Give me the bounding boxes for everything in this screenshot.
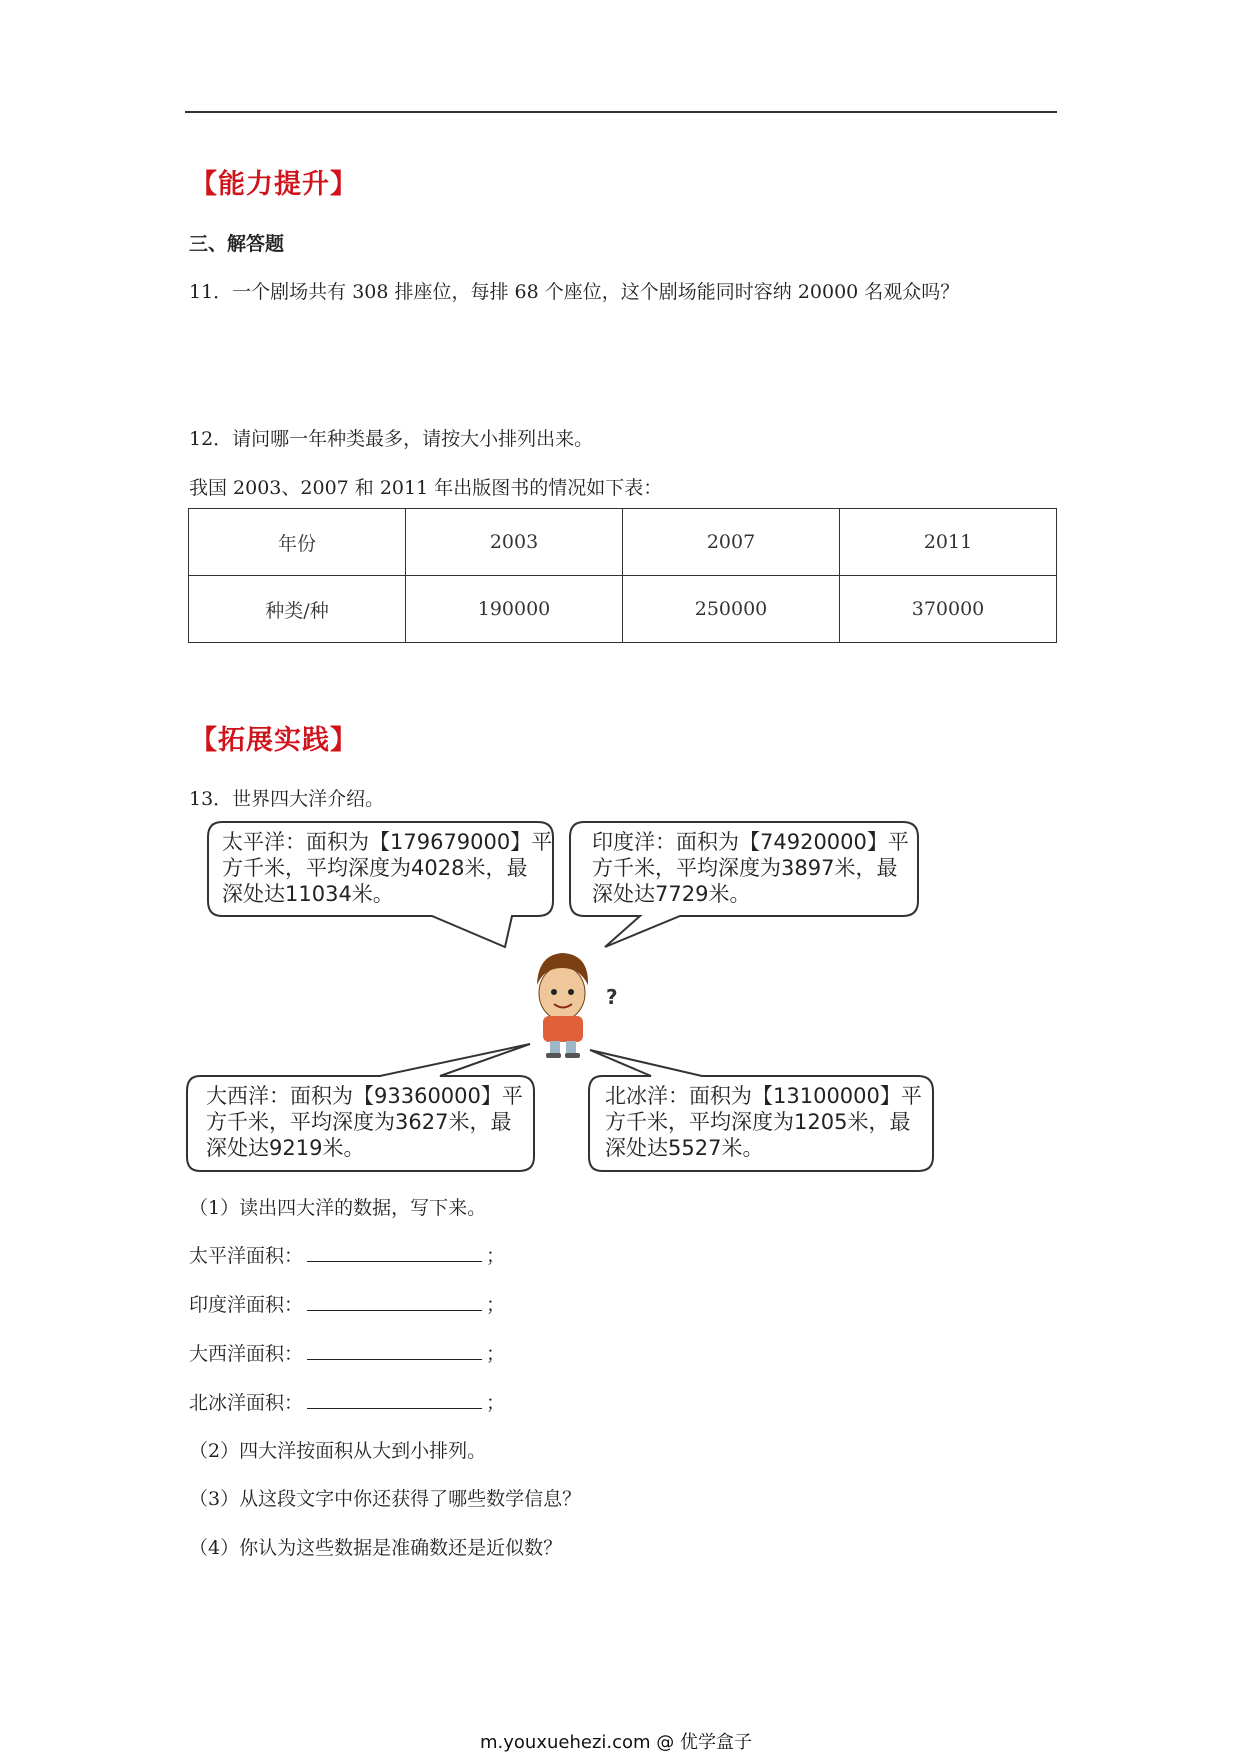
bubble-line: 印度洋：面积为【74920000】平: [592, 830, 909, 854]
question-12: 12．请问哪一年种类最多，请按大小排列出来。: [189, 428, 594, 450]
answer-blank[interactable]: [307, 1292, 482, 1311]
bubble-arctic-text: [605, 1083, 922, 1161]
table-cell: 2007: [623, 509, 840, 576]
part-three-title: 三、解答题: [189, 233, 285, 255]
bubble-line: 方千米，平均深度为1205米，最: [605, 1110, 911, 1134]
table-cell: 年份: [189, 509, 406, 576]
boy-figure: [537, 953, 588, 1058]
sub-question-4: （4）你认为这些数据是准确数还是近似数？: [189, 1537, 563, 1559]
bubble-atlantic-text: [206, 1083, 523, 1161]
bubble-line: 深处达5527米。: [605, 1136, 764, 1160]
bubble-line: 北冰洋：面积为【13100000】平: [605, 1084, 922, 1108]
sub-question-2: （2）四大洋按面积从大到小排列。: [189, 1440, 487, 1462]
bubble-line: 大西洋：面积为【93360000】平: [206, 1084, 523, 1108]
bubble-line: 方千米，平均深度为3897米，最: [592, 856, 898, 880]
bubble-line: 深处达7729米。: [592, 882, 751, 906]
bubble-line: 方千米，平均深度为4028米，最: [222, 856, 528, 880]
fill-pacific: [189, 1241, 505, 1268]
table-cell: 190000: [406, 576, 623, 643]
question-12-intro: 我国 2003、2007 和 2011 年出版图书的情况如下表：: [189, 477, 663, 499]
fill-end: ；: [486, 1343, 506, 1365]
answer-blank[interactable]: [307, 1243, 482, 1262]
fill-indian: [189, 1290, 505, 1317]
footer-link[interactable]: m.youxuehezi.com @ 优学盒子: [480, 1732, 753, 1753]
table-cell: 370000: [840, 576, 1057, 643]
bubble-line: 深处达9219米。: [206, 1136, 365, 1160]
sub-question-3: （3）从这段文字中你还获得了哪些数学信息？: [189, 1488, 582, 1510]
table-cell: 2011: [840, 509, 1057, 576]
fill-label: 北冰洋面积：: [189, 1392, 304, 1414]
bubble-indian-text: [592, 829, 909, 907]
answer-blank[interactable]: [307, 1341, 482, 1360]
table-cell: 种类/种: [189, 576, 406, 643]
answer-blank[interactable]: [307, 1390, 482, 1409]
fill-end: ；: [486, 1245, 506, 1267]
section-title-ability: 【能力提升】: [190, 169, 358, 200]
question-mark: ?: [606, 985, 618, 1009]
fill-end: ；: [486, 1392, 506, 1414]
fill-end: ；: [486, 1294, 506, 1316]
sub-question-1: （1）读出四大洋的数据，写下来。: [189, 1197, 487, 1219]
fill-label: 大西洋面积：: [189, 1343, 304, 1365]
bubble-line: 深处达11034米。: [222, 882, 394, 906]
bubble-pacific-text: [222, 829, 552, 907]
fill-label: 太平洋面积：: [189, 1245, 304, 1267]
question-11: 11．一个剧场共有 308 排座位，每排 68 个座位，这个剧场能同时容纳 20000 名观众吗？: [189, 281, 960, 303]
bubble-line: 方千米，平均深度为3627米，最: [206, 1110, 512, 1134]
table-cell: 250000: [623, 576, 840, 643]
fill-arctic: [189, 1388, 505, 1415]
fill-atlantic: [189, 1339, 505, 1366]
fill-label: 印度洋面积：: [189, 1294, 304, 1316]
question-13: 13．世界四大洋介绍。: [189, 788, 385, 810]
table-cell: 2003: [406, 509, 623, 576]
section-title-expansion: 【拓展实践】: [190, 725, 358, 756]
bubble-line: 太平洋：面积为【179679000】平: [222, 830, 553, 854]
